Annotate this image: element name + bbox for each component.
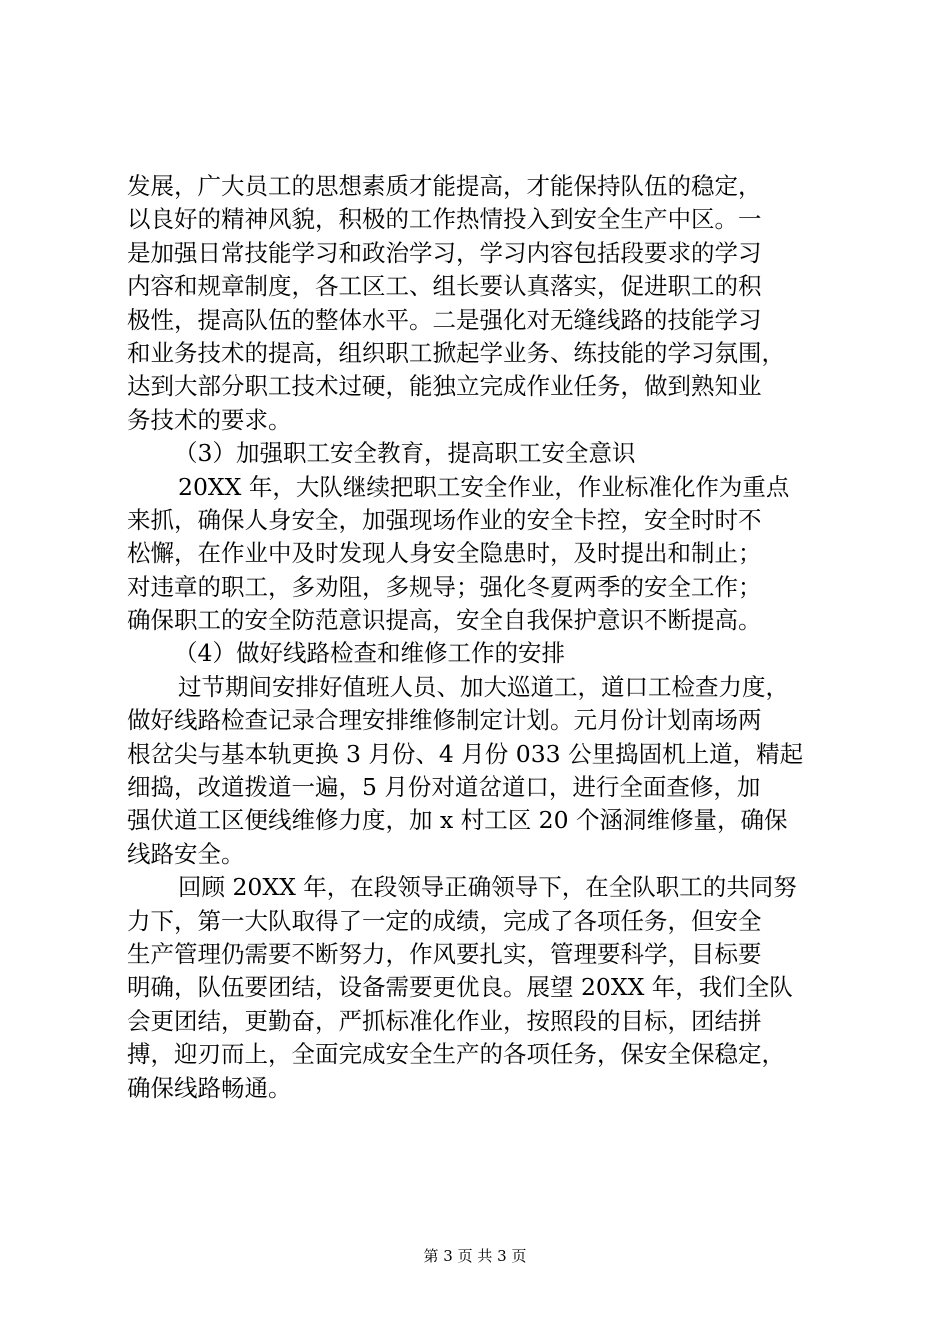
text-line: 过节期间安排好值班人员、加大巡道工，道口工检查力度，: [178, 672, 789, 701]
document-body: [127, 170, 847, 1105]
section-heading: （4）做好线路检查和维修工作的安排: [174, 639, 565, 668]
text-line: 强伏道工区便线维修力度，加 x 村工区 20 个涵洞维修量，确保: [127, 806, 788, 835]
text-line: 线路安全。: [127, 839, 245, 868]
text-line: 细捣，改道拨道一遍，5 月份对道岔道口，进行全面查修，加: [127, 773, 761, 802]
text-line: 明确，队伍要团结，设备需要更优良。展望 20XX 年，我们全队: [127, 973, 793, 1002]
page-number: 第 3 页 共 3 页: [423, 1247, 527, 1265]
text-line: 以良好的精神风貌，积极的工作热情投入到安全生产中区。一: [127, 205, 762, 234]
text-line: 确保线路畅通。: [127, 1073, 292, 1102]
text-line: 来抓，确保人身安全，加强现场作业的安全卡控，安全时时不: [127, 505, 762, 534]
text-line: 务技术的要求。: [127, 405, 292, 434]
text-line: 做好线路检查记录合理安排维修制定计划。元月份计划南场两: [127, 706, 762, 735]
text-line: 发展，广大员工的思想素质才能提高，才能保持队伍的稳定，: [127, 172, 762, 200]
text-line: 确保职工的安全防范意识提高，安全自我保护意识不断提高。: [127, 606, 762, 635]
text-line: 是加强日常技能学习和政治学习，学习内容包括段要求的学习: [127, 238, 762, 267]
text-line: 会更团结，更勤奋，严抓标准化作业，按照段的目标，团结拼: [127, 1006, 762, 1035]
section-heading: （3）加强职工安全教育，提高职工安全意识: [174, 439, 636, 468]
text-line: 内容和规章制度，各工区工、组长要认真落实，促进职工的积: [127, 272, 762, 301]
text-line: 力下，第一大队取得了一定的成绩，完成了各项任务，但安全: [127, 906, 762, 935]
text-line: 20XX 年，大队继续把职工安全作业，作业标准化作为重点: [178, 472, 790, 501]
text-line: 回顾 20XX 年，在段领导正确领导下，在全队职工的共同努: [178, 873, 797, 902]
text-line: 对违章的职工，多劝阻，多规导；强化冬夏两季的安全工作；: [127, 572, 762, 601]
text-line: 松懈，在作业中及时发现人身安全隐患时，及时提出和制止；: [127, 539, 762, 568]
text-line: 极性，提高队伍的整体水平。二是强化对无缝线路的技能学习: [127, 305, 762, 334]
text-line: 生产管理仍需要不断努力，作风要扎实，管理要科学，目标要: [127, 939, 762, 968]
text-line: 达到大部分职工技术过硬，能独立完成作业任务，做到熟知业: [127, 372, 762, 401]
text-line: 搏，迎刃而上，全面完成安全生产的各项任务，保安全保稳定，: [127, 1040, 785, 1069]
text-line: 和业务技术的提高，组织职工掀起学业务、练技能的学习氛围，: [127, 338, 785, 367]
text-line: 根岔尖与基本轨更换 3 月份、4 月份 033 公里捣固机上道，精起: [127, 739, 804, 768]
